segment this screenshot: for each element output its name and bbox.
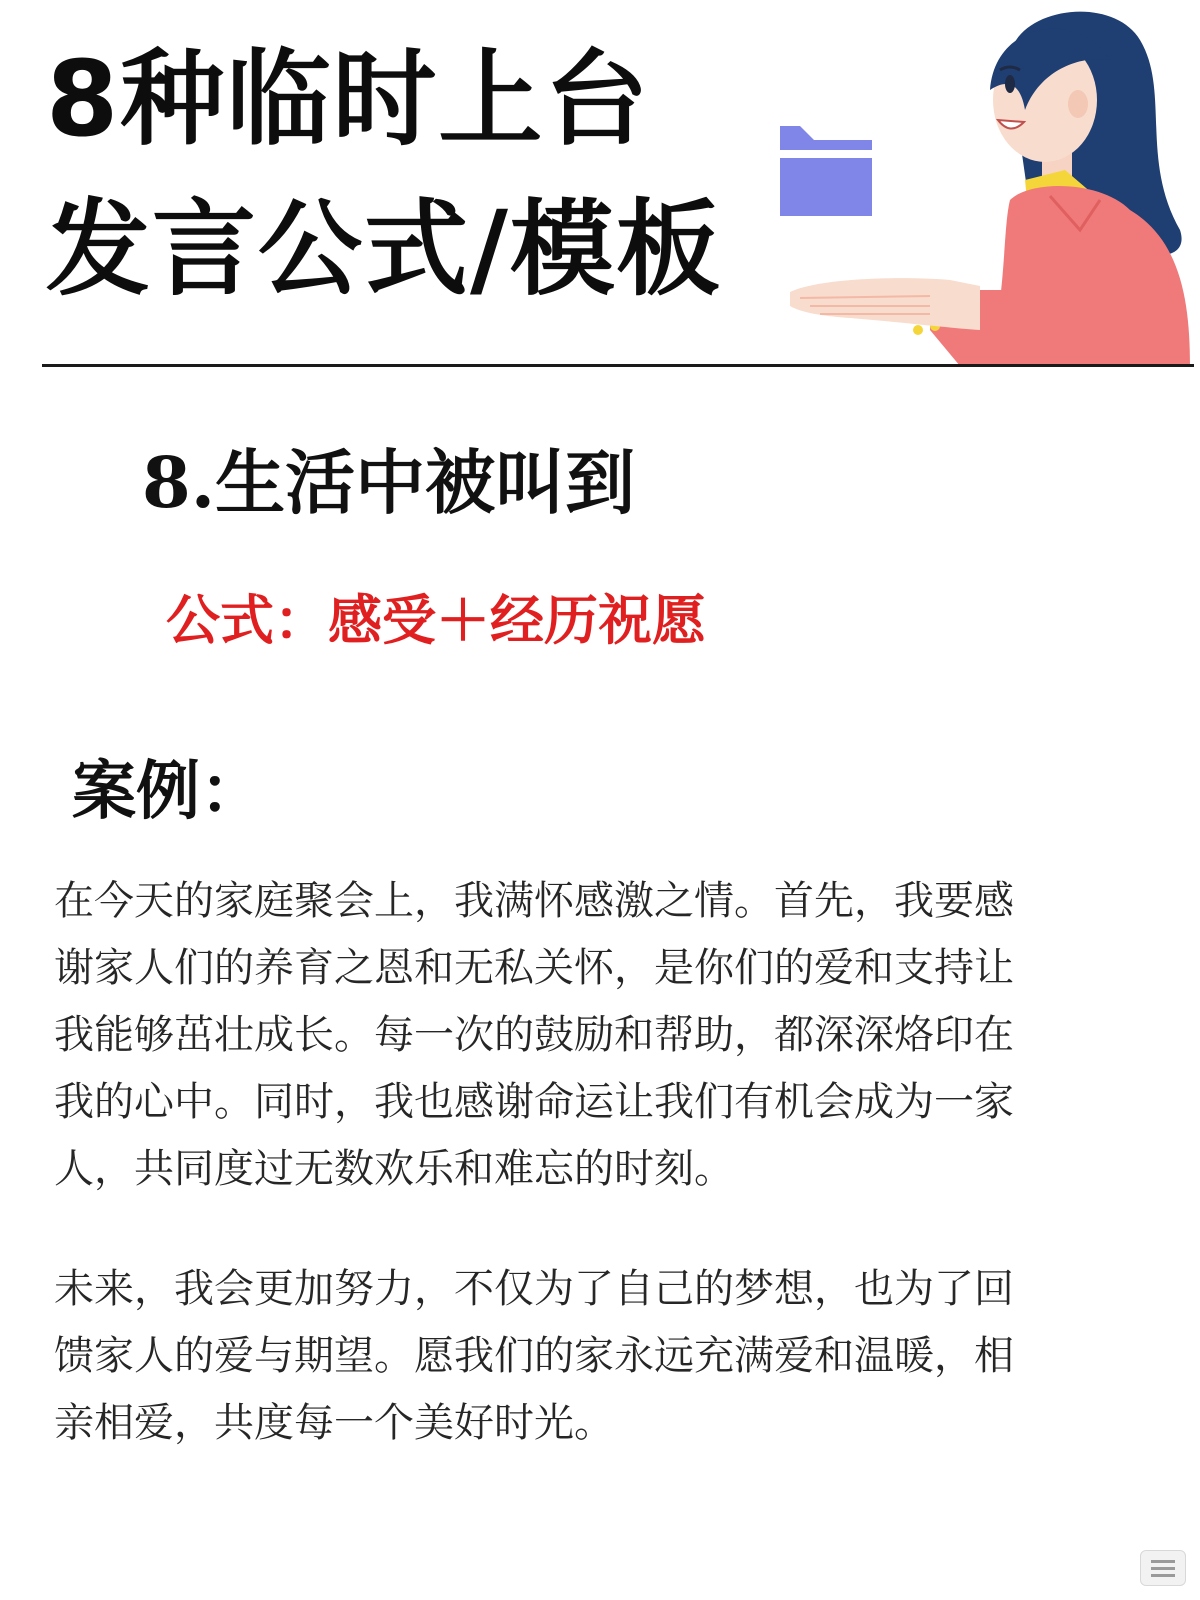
formula-text: 公式：感受＋经历祝愿 [166,589,706,652]
paragraph-line: 在今天的家庭聚会上，我满怀感激之情。首先，我要感 [54,878,1014,924]
page-title [46,24,722,324]
case-label: 案例： [72,755,264,829]
title-line-1: 8种临时上台 [46,38,651,160]
paragraph-line: 我能够茁壮成长。每一次的鼓励和帮助，都深深烙印在 [54,1012,1014,1058]
header-divider [42,364,1194,367]
case-paragraph-1 [54,868,1154,1203]
woman-presenting-illustration [780,0,1200,366]
menu-icon[interactable] [1140,1550,1186,1586]
paragraph-line: 亲相爱，共度每一个美好时光。 [54,1400,614,1446]
paragraph-line: 未来，我会更加努力，不仅为了自己的梦想，也为了回 [54,1266,1014,1312]
section-title: 8.生活中被叫到 [142,441,636,524]
woman-presenting-icon [780,0,1200,366]
paragraph-line: 人，共同度过无数欢乐和难忘的时刻。 [54,1146,734,1192]
case-paragraph-2 [54,1256,1154,1457]
title-line-2: 发言公式/模板 [46,188,722,310]
paragraph-line: 我的心中。同时，我也感谢命运让我们有机会成为一家 [54,1079,1014,1125]
paragraph-line: 谢家人们的养育之恩和无私关怀，是你们的爱和支持让 [54,945,1014,991]
paragraph-line: 馈家人的爱与期望。愿我们的家永远充满爱和温暖，相 [54,1333,1014,1379]
